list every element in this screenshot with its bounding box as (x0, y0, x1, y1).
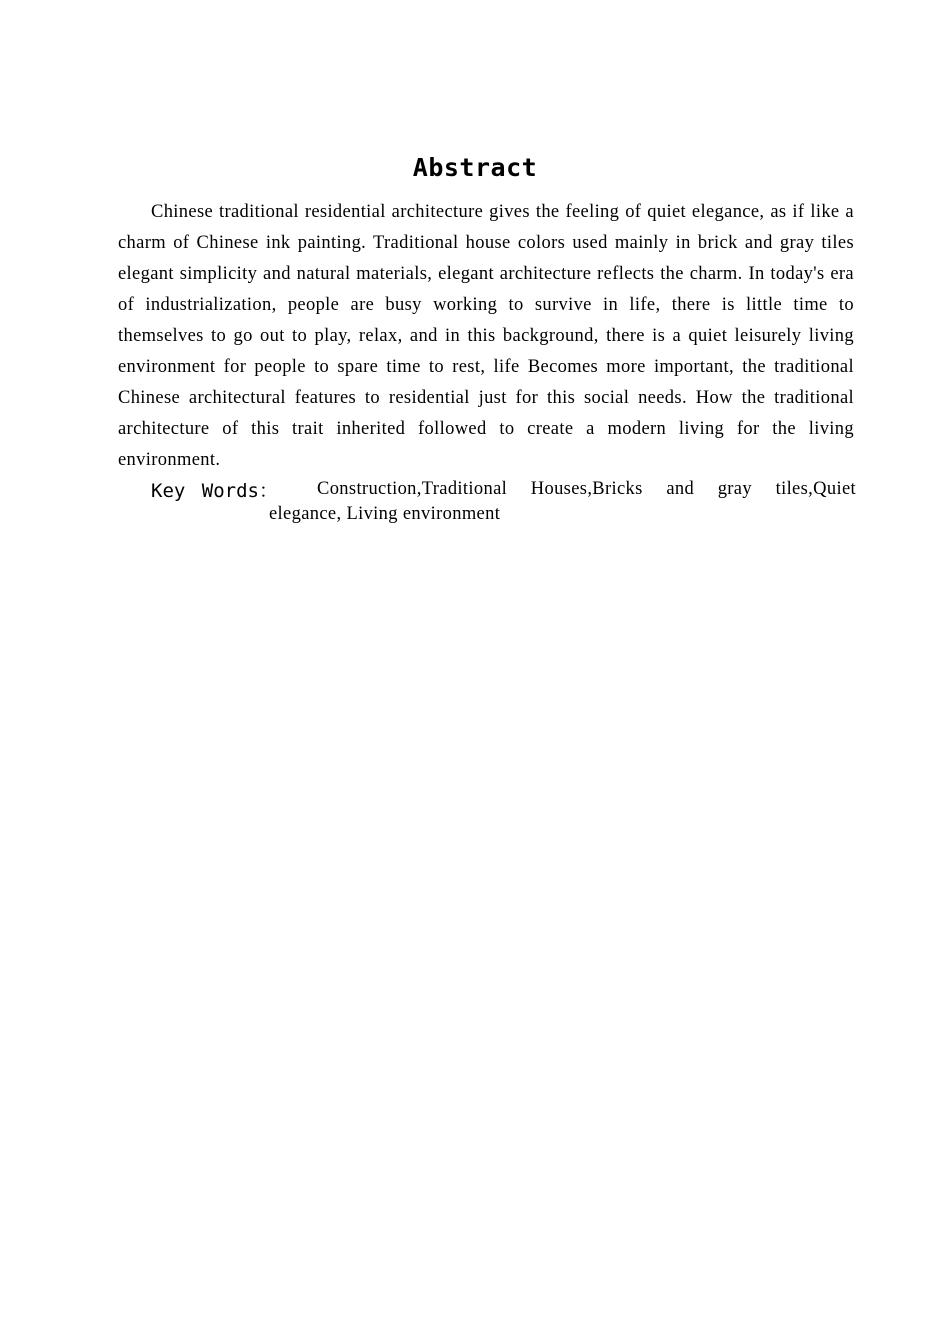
abstract-title: Abstract (412, 153, 538, 182)
keywords-label: Key Words： (151, 480, 278, 502)
keywords-section (151, 477, 856, 527)
keywords-list: Construction,Traditional Houses,Bricks and gray tiles,Quiet elegance, Living environment (269, 479, 856, 524)
abstract-paragraph: Chinese traditional residential architecture gives the feeling of quiet elegance, as if like a charm of Chinese ink painting. Traditional house colors used mainly in brick and gray tiles elegant simplicity and natural materials, elegant architecture reflects the charm. In today's era of industrialization, people are busy working to survive in life, there is little time to themselves to go out to play, relax, and in this background, there is a quiet leisurely living environment for people to spare time to rest, life Becomes more important, the traditional Chinese architectural features to residential just for this social needs. How the traditional architecture of this trait inherited followed to create a modern living for the living environment. (118, 202, 854, 470)
